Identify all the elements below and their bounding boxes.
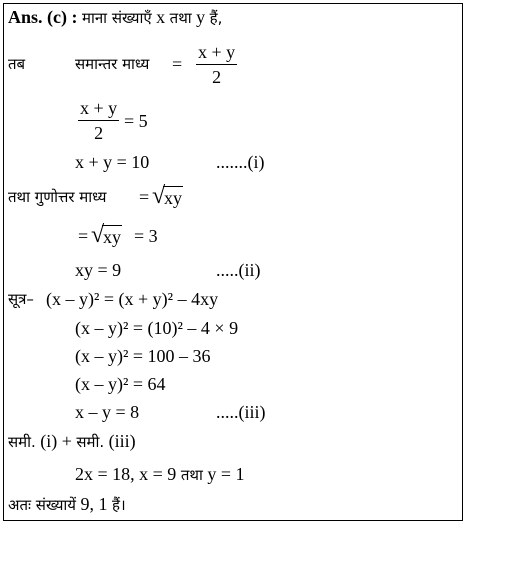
am-label: समान्तर माध्य: [75, 55, 150, 73]
step-1: (x – y)² = (10)² – 4 × 9: [75, 318, 239, 338]
fraction-numerator: x + y: [78, 98, 119, 121]
then-label: तब: [8, 55, 26, 73]
am-equals: =: [172, 54, 183, 74]
gm-eq-value: = 3: [134, 226, 158, 246]
radicand: xy: [164, 188, 182, 208]
ref-i-plus: (i) +: [40, 431, 72, 451]
step-3: (x – y)² = 64: [75, 374, 166, 394]
result-and: तथा: [180, 466, 203, 484]
result-y: y = 1: [207, 464, 245, 484]
formula-equation: (x – y)² = (x + y)² – 4xy: [46, 289, 219, 309]
equation-ref-ii: .....(ii): [216, 260, 261, 280]
answer-x: x: [156, 7, 166, 27]
radicand: xy: [103, 227, 121, 247]
fraction-numerator: x + y: [196, 42, 237, 65]
am-fraction: [196, 42, 237, 87]
answer-text-a: माना संख्याएँ: [82, 9, 152, 27]
equation-ref-i: .......(i): [216, 152, 265, 172]
equation-ii: xy = 9: [75, 260, 122, 280]
answer-text-b: तथा: [169, 9, 192, 27]
eq-fraction: [78, 98, 119, 143]
sami-label-2: समी.: [76, 433, 105, 451]
gm-eq-equals: =: [78, 226, 89, 246]
answer-text-c: हैं,: [209, 9, 223, 27]
add-equations-line: [8, 431, 136, 452]
answer-line: [8, 7, 222, 28]
sqrt-icon: √: [91, 222, 105, 248]
result-line: [75, 464, 245, 485]
fraction-denominator: 2: [94, 123, 104, 143]
answer-label: Ans. (c) :: [8, 7, 78, 27]
equation-i: x + y = 10: [75, 152, 150, 172]
gm-label: तथा गुणोत्तर माध्य: [8, 188, 107, 206]
eq-equals-5: = 5: [124, 111, 148, 131]
ref-iii: (iii): [108, 431, 136, 451]
gm-equals: =: [139, 187, 150, 207]
equation-iii: x – y = 8: [75, 402, 140, 422]
answer-y: y: [196, 7, 206, 27]
fraction-denominator: 2: [212, 67, 222, 87]
conclusion-text-a: अतः संख्यायें: [8, 496, 77, 514]
result-x: 2x = 18, x = 9: [75, 464, 177, 484]
equation-ref-iii: .....(iii): [216, 402, 266, 422]
conclusion-numbers: 9, 1: [80, 494, 108, 514]
conclusion-text-c: हैं।: [112, 496, 126, 514]
sqrt-icon: √: [152, 183, 166, 209]
step-2: (x – y)² = 100 – 36: [75, 346, 211, 366]
conclusion-line: [8, 494, 126, 515]
formula-label: सूत्र–: [8, 290, 34, 308]
sami-label-1: समी.: [8, 433, 36, 451]
